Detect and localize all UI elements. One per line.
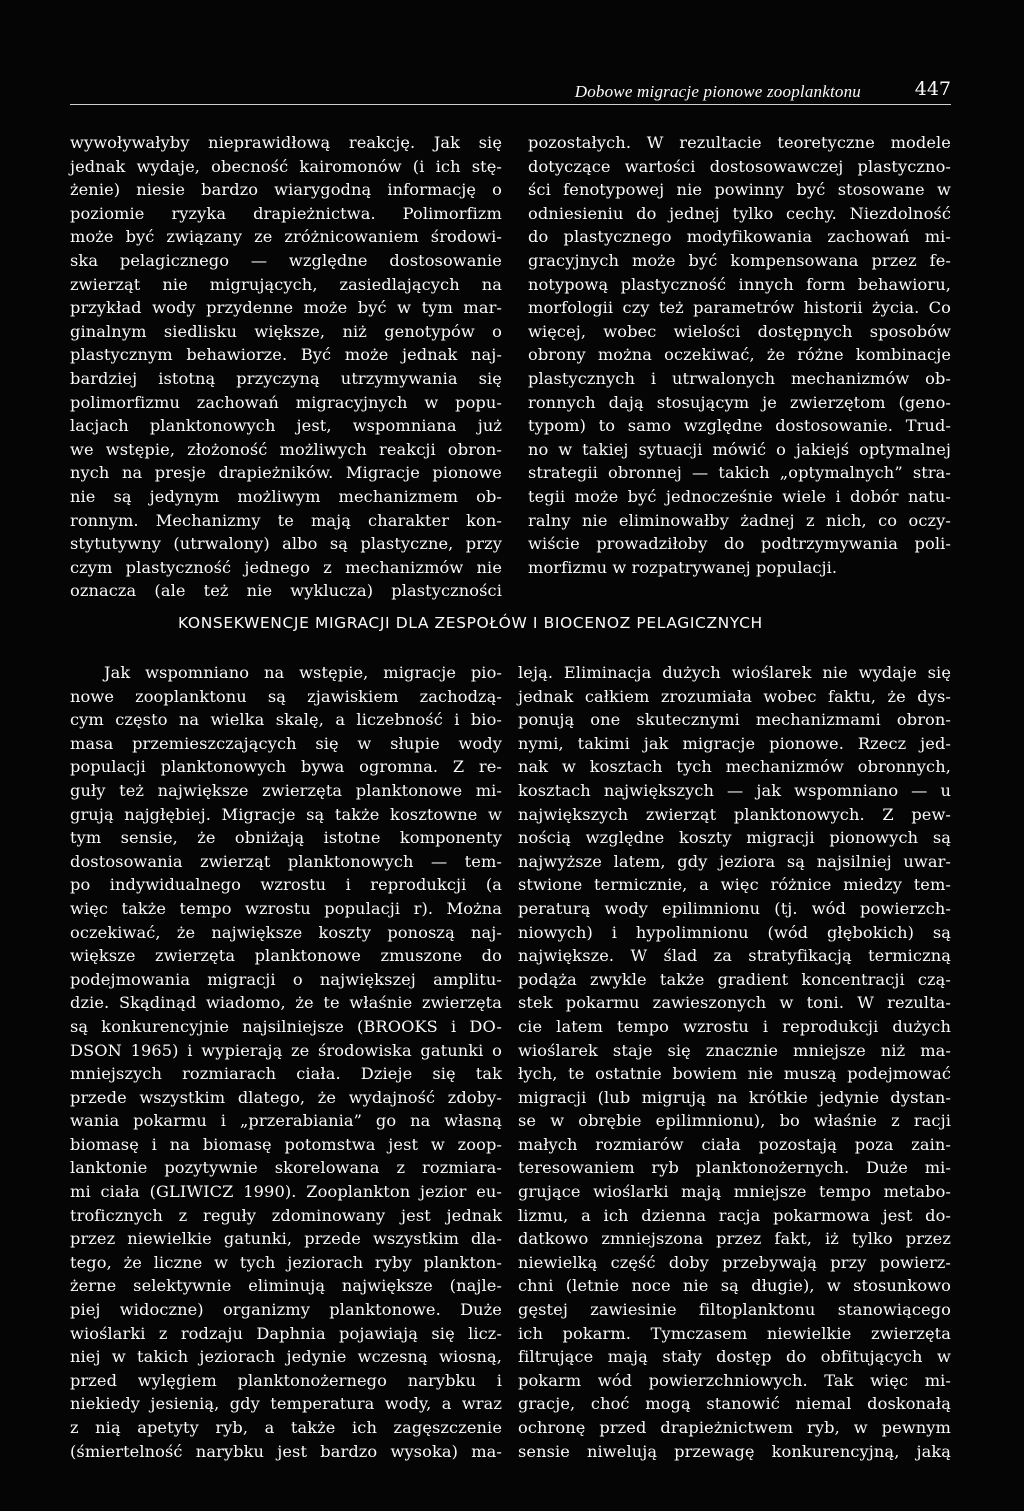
text-line: odniesieniu do jednej tylko cechy. Niezdolność xyxy=(528,203,951,223)
text-line: stwione termicznie, a więc różnice miedzy tem- xyxy=(518,875,951,895)
text-line: ralny nie eliminowałby żadnej z nich, co oczy- xyxy=(528,510,951,530)
text-line: peraturą wody epilimnionu (tj. wód powierzch- xyxy=(518,898,951,918)
text-line: pozostałych. W rezultacie teoretyczne modele xyxy=(528,133,951,152)
text-line: teresowaniem ryb planktonożernych. Duże mi- xyxy=(518,1158,951,1178)
running-header xyxy=(70,78,951,105)
text-line: morfologii czy też parametrów historii życia. Co xyxy=(528,298,951,318)
text-line: plastycznym behawiorze. Być może jednak naj- xyxy=(70,345,502,365)
text-line: największe. W ślad za stratyfikacją termiczną xyxy=(518,946,951,966)
text-line: populacji planktonowych bywa ogromna. Z re- xyxy=(70,757,502,777)
text-line: we wstępie, złożoność możliwych reakcji obron- xyxy=(70,439,502,459)
text-line: wania pokarmu i „przerabiania” go na własną xyxy=(70,1111,502,1131)
page-number: 447 xyxy=(914,78,951,100)
text-line: strategii obronnej — takich „optymalnych” stra- xyxy=(528,463,951,483)
text-line: guły też największe zwierzęta planktonowe mi- xyxy=(70,780,502,800)
text-line: grują najgłębiej. Migracje są także kosztowne w xyxy=(70,804,502,824)
text-line: podejmowania migracji o największej amplitu- xyxy=(70,969,502,989)
text-line: po indywidualnego wzrostu i reprodukcji (a xyxy=(70,875,502,895)
text-line: zwierząt nie migrujących, zasiedlających na xyxy=(70,274,502,294)
text-line: nowe zooplanktonu są zjawiskiem zachodzą- xyxy=(70,686,502,706)
text-line: są konkurencyjnie najsilniejsze (BROOKS i DO- xyxy=(70,1016,502,1036)
text-line: bardziej istotną przyczyną utrzymywania się xyxy=(70,368,502,388)
section-heading: KONSEKWENCJE MIGRACJI DLA ZESPOŁÓW I BIOCENOZ PELAGICZNYCH xyxy=(178,614,763,632)
text-line: migracji (lub migrują na krótkie jedynie dystan- xyxy=(518,1087,951,1107)
text-line: ochronę przed drapieżnictwem ryb, w pewnym xyxy=(518,1418,951,1437)
text-line: gęstej zawiesinie filtoplanktonu stanowiącego xyxy=(518,1300,951,1320)
text-line: przede wszystkim dlatego, że wydajność zdoby- xyxy=(70,1087,502,1107)
text-line: do plastycznego modyfikowania zachowań mi- xyxy=(528,227,951,247)
text-line: wiście prowadziłoby do podtrzymywania poli- xyxy=(528,534,951,554)
text-line: podąża zwykle także gradient koncentracji czą- xyxy=(518,969,951,989)
text-line: leją. Eliminacja dużych wioślarek nie wydaje się xyxy=(518,663,951,682)
text-line: największych zwierząt planktonowych. Z pew- xyxy=(518,804,951,824)
top-right-column xyxy=(528,131,951,579)
text-line: tego, że liczne w tych jeziorach ryby plankton- xyxy=(70,1252,502,1272)
text-line: piej widoczne) organizmy planktonowe. Duże xyxy=(70,1300,502,1320)
text-line: z nią apetyty ryb, a także ich zagęszczenie xyxy=(70,1418,502,1437)
text-line: jednak całkiem zrozumiała wobec faktu, że dys- xyxy=(518,686,951,706)
text-line: notypową plastyczność innych form behawioru, xyxy=(528,274,951,294)
text-line: DSON 1965) i wypierają ze środowiska gatunki o xyxy=(70,1040,502,1060)
text-line: wywoływałyby nieprawidłową reakcję. Jak się xyxy=(70,133,502,152)
top-left-column xyxy=(70,131,502,603)
text-line: żerne selektywnie eliminują największe (najle- xyxy=(70,1276,502,1296)
text-line: ści fenotypowej nie powinny być stosowane w xyxy=(528,180,951,200)
text-line: ponują one skutecznymi mechanizmami obron- xyxy=(518,710,951,730)
text-line: sensie niwelują przewagę konkurencyjną, jaką xyxy=(518,1441,951,1461)
text-line: może być związany ze zróżnicowaniem środowi- xyxy=(70,227,502,247)
text-line: lizmu, a ich dzienna racja pokarmowa jest do- xyxy=(518,1205,951,1225)
text-line: nie są jedynym możliwym mechanizmem ob- xyxy=(70,486,502,506)
text-line: troficznych z reguły zdominowany jest jednak xyxy=(70,1205,502,1225)
text-line: lacjach planktonowych jest, wspomniana już xyxy=(70,416,502,436)
text-line: se w obrębie epilimnionu), bo właśnie z racji xyxy=(518,1111,951,1131)
text-line: polimorfizmu zachowań migracyjnych w popu- xyxy=(70,392,502,412)
text-line: łych, te ostatnie bowiem nie muszą podejmować xyxy=(518,1064,951,1084)
text-line: chni (letnie noce nie są długie), w stosunkowo xyxy=(518,1276,951,1296)
text-line: wioślarek staje się znacznie mniejsze niż ma- xyxy=(518,1040,951,1060)
text-line: niewielką część doby przebywają przy powierz- xyxy=(518,1252,951,1272)
text-line: ska pelagicznego — względne dostosowanie xyxy=(70,250,502,270)
text-line: niekiedy jesienią, gdy temperatura wody, a wraz xyxy=(70,1394,502,1414)
text-line: najwyższe latem, gdy jeziora są najsilniej uwar- xyxy=(518,851,951,871)
text-line: większe zwierzęta planktonowe zmuszone do xyxy=(70,946,502,966)
text-line: nych na presje drapieżników. Migracje pionowe xyxy=(70,463,502,483)
text-line: nymi, takimi jak migracje pionowe. Rzecz jed- xyxy=(518,733,951,753)
text-line: grujące wioślarki mają mniejsze tempo metabo- xyxy=(518,1182,951,1202)
text-line: małych rozmiarów ciała pozostają poza zain- xyxy=(518,1134,951,1154)
text-line: przed wylęgiem planktonożernego narybku i xyxy=(70,1370,502,1390)
bottom-right-column xyxy=(518,661,951,1463)
text-line: niej w takich jeziorach jedynie wczesną wiosną, xyxy=(70,1347,502,1367)
text-line: Jak wspomniano na wstępie, migracje pio- xyxy=(104,663,502,682)
text-line: żenie) niesie bardzo wiarygodną informację o xyxy=(70,180,502,200)
text-line: ginalnym siedlisku większe, niż genotypów o xyxy=(70,321,502,341)
text-line: pokarm wód powierzchniowych. Tak więc mi- xyxy=(518,1370,951,1390)
bottom-left-column xyxy=(70,661,502,1463)
text-line: dzie. Skądinąd wiadomo, że te właśnie zwierzęta xyxy=(70,993,502,1013)
text-line: biomasę i na biomasę potomstwa jest w zoop- xyxy=(70,1134,502,1154)
text-line: dotyczące wartości dostosowawczej plastyczno- xyxy=(528,156,951,176)
text-line: gracje, choć mogą stanowić niemal doskonałą xyxy=(518,1394,951,1414)
text-line: datkowo zmniejszona przez fakt, iż tylko przez xyxy=(518,1229,951,1249)
text-line: przykład wody przydenne może być w tym mar- xyxy=(70,298,502,318)
text-line: wioślarki z rodzaju Daphnia pojawiają się licz- xyxy=(70,1323,502,1343)
text-line: ronnym. Mechanizmy te mają charakter kon- xyxy=(70,510,502,530)
text-line: dostosowania zwierząt planktonowych — tem- xyxy=(70,851,502,871)
text-line: ich pokarm. Tymczasem niewielkie zwierzęta xyxy=(518,1323,951,1343)
text-line: masa przemieszczających się w słupie wody xyxy=(70,733,502,753)
text-line: obrony można oczekiwać, że różne kombinacje xyxy=(528,345,951,365)
text-line: typom) to samo względne dostosowanie. Trud- xyxy=(528,416,951,436)
text-line: cym często na wielka skalę, a liczebność i bio- xyxy=(70,710,502,730)
text-line: oczekiwać, że największe koszty ponoszą naj- xyxy=(70,922,502,942)
text-line: plastycznych i utrwalonych mechanizmów ob- xyxy=(528,368,951,388)
text-line: cie latem tempo wzrostu i reprodukcji dużych xyxy=(518,1016,951,1036)
text-line: filtrujące mają stały dostęp do obfitujących w xyxy=(518,1347,951,1367)
text-line: tym sensie, że obniżają istotne komponenty xyxy=(70,828,502,848)
text-line: mi ciała (GLIWICZ 1990). Zooplankton jezior eu- xyxy=(70,1182,502,1202)
text-line: gracyjnych może być kompensowana przez fe- xyxy=(528,250,951,270)
text-line: oznacza (ale też nie wyklucza) plastyczności xyxy=(70,581,502,601)
text-line: (śmiertelność narybku jest bardzo wysoka) ma- xyxy=(70,1441,502,1461)
text-line: ronnych dają stosującym je zwierzętom (geno- xyxy=(528,392,951,412)
text-line: stek pokarmu zawieszonych w toni. W rezulta- xyxy=(518,993,951,1013)
text-line: stytutywny (utrwalony) albo są plastyczne, przy xyxy=(70,534,502,554)
text-line: nak w kosztach tych mechanizmów obronnych, xyxy=(518,757,951,777)
text-line: więcej, wobec wielości dostępnych sposobów xyxy=(528,321,951,341)
text-line: nością względne koszty migracji pionowych są xyxy=(518,828,951,848)
text-line: lanktonie pozytywnie skorelowana z rozmiara- xyxy=(70,1158,502,1178)
text-line: jednak wydaje, obecność kairomonów (i ich stę- xyxy=(70,156,502,176)
text-line: poziomie ryzyka drapieżnictwa. Polimorfizm xyxy=(70,203,502,223)
text-line: morfizmu w rozpatrywanej populacji. xyxy=(528,557,838,577)
text-line: niowych) i hypolimnionu (wód głębokich) są xyxy=(518,922,951,942)
text-line: kosztach największych — jak wspomniano — u xyxy=(518,780,951,800)
text-line: mniejszych rozmiarach ciała. Dzieje się tak xyxy=(70,1064,502,1084)
text-line: tegii może być jednocześnie wiele i dobór natu- xyxy=(528,486,951,506)
text-line: no w takiej sytuacji mówić o jakiejś optymalnej xyxy=(528,439,951,459)
running-title: Dobowe migracje pionowe zooplanktonu xyxy=(574,82,861,101)
text-line: przez niewielkie gatunki, przede wszystkim dla- xyxy=(70,1229,502,1249)
text-line: czym plastyczność jednego z mechanizmów nie xyxy=(70,557,502,577)
text-line: więc także tempo wzrostu populacji r). Można xyxy=(70,898,502,918)
